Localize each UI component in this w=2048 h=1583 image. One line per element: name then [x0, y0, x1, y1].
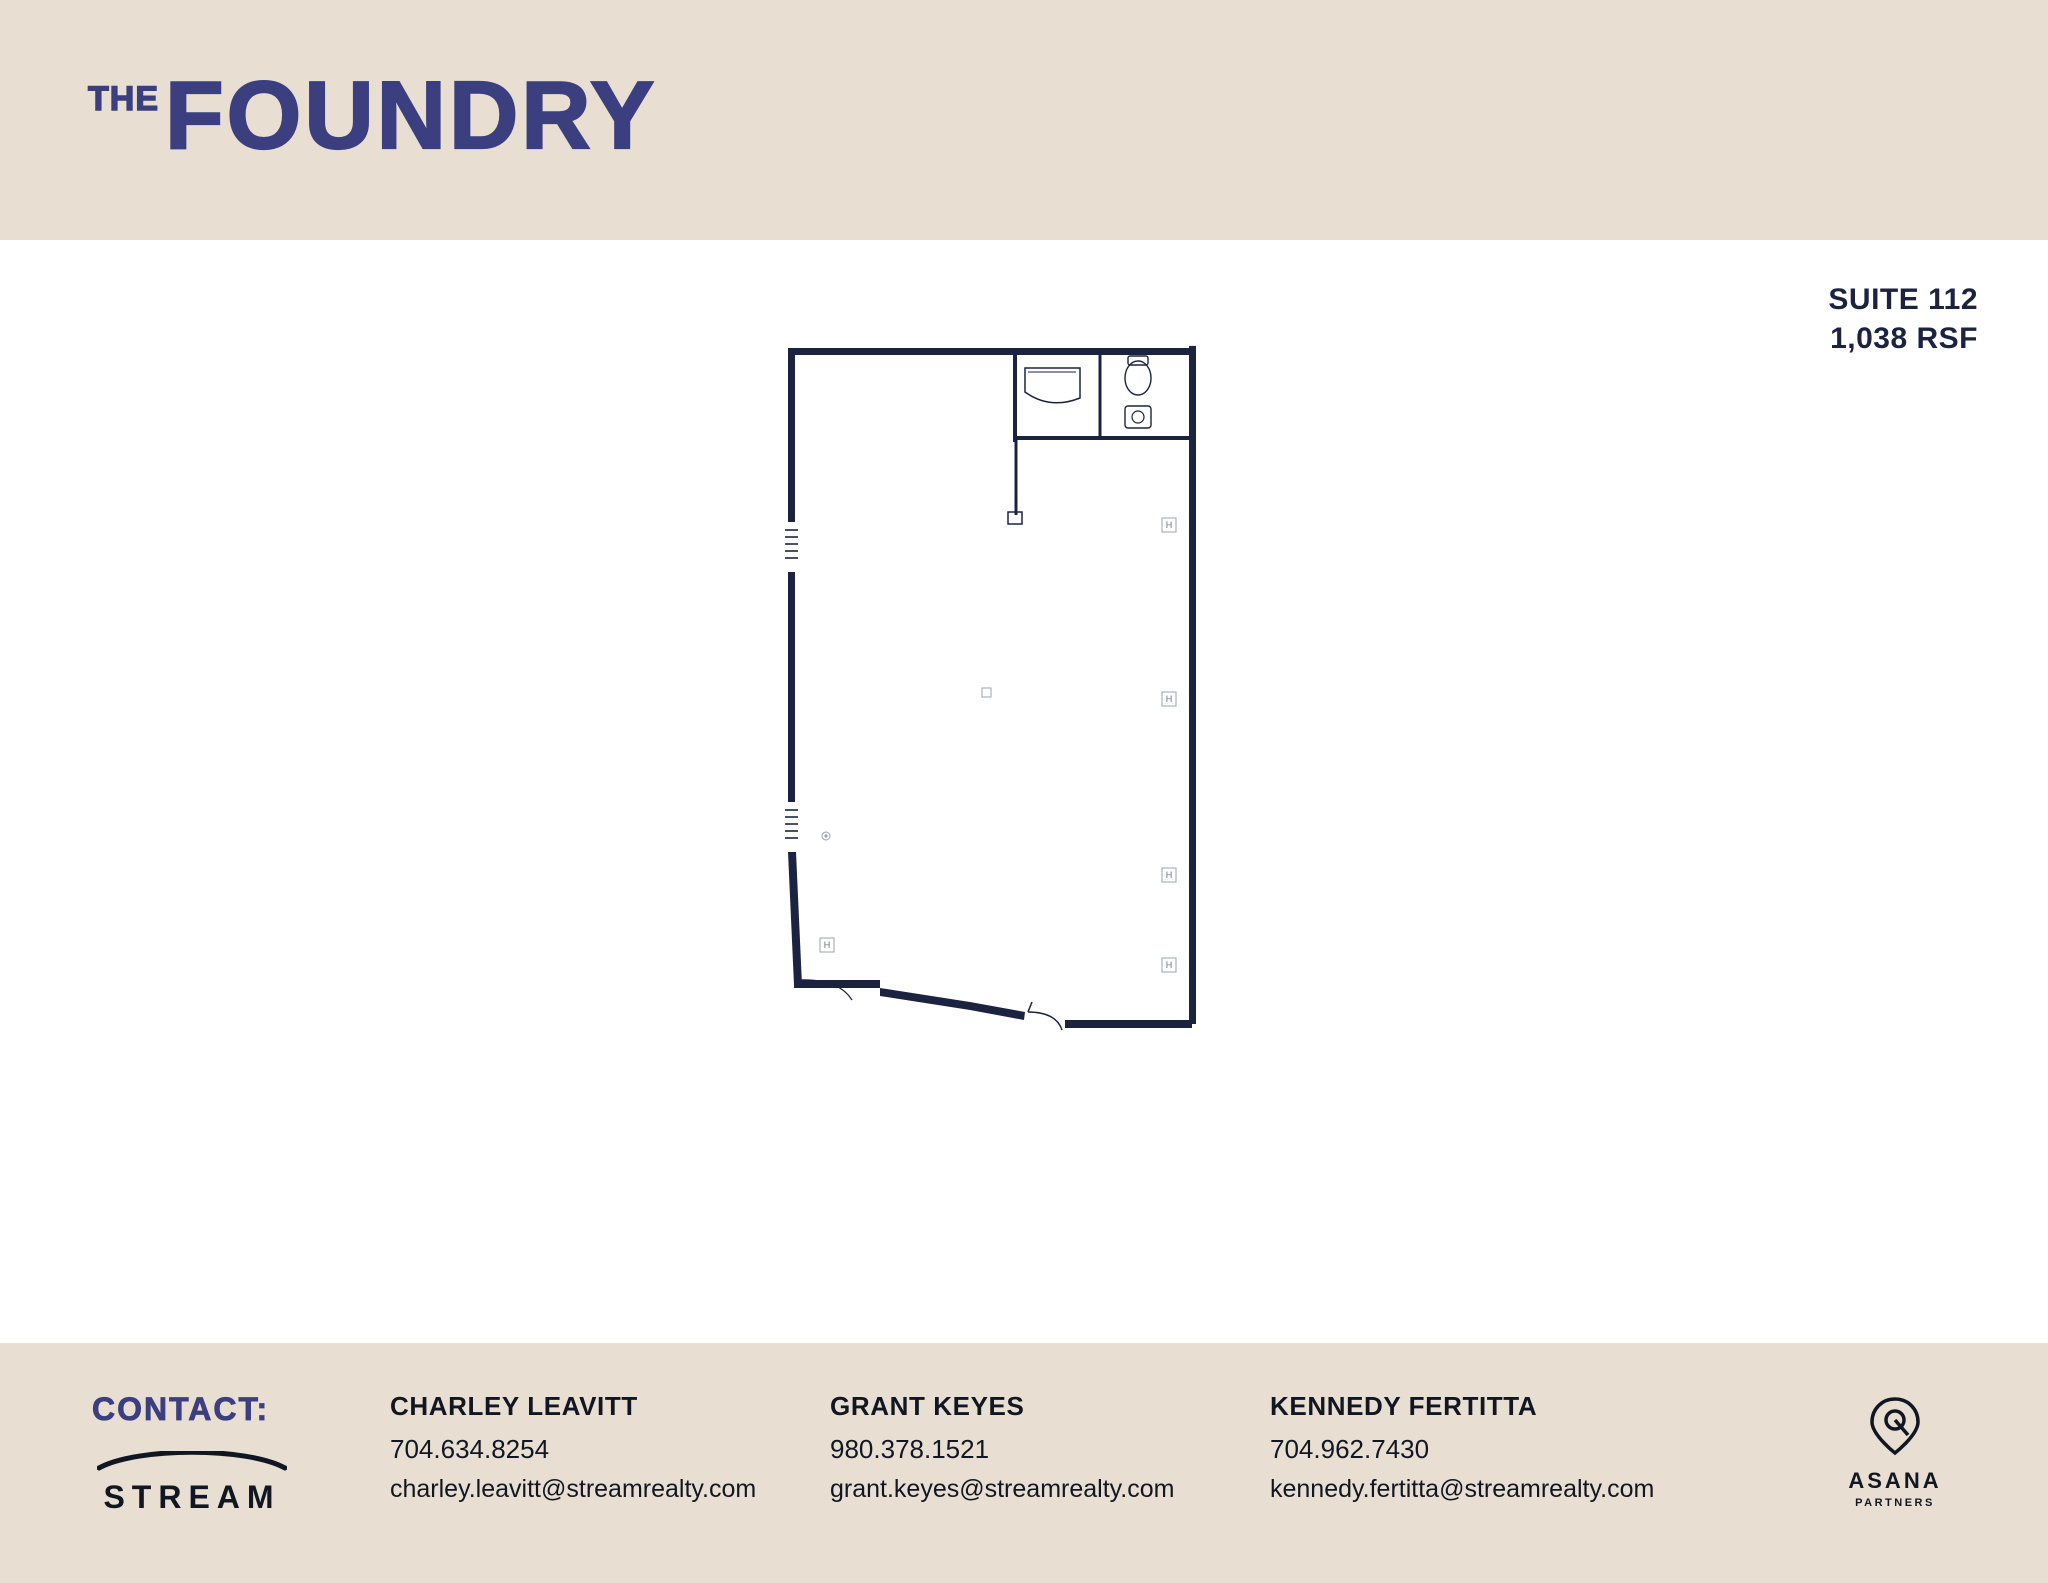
contact-list	[390, 1391, 1710, 1504]
footer-band	[0, 1343, 2048, 1583]
suite-name: SUITE 112	[1828, 283, 1978, 316]
svg-text:H: H	[823, 940, 831, 950]
suite-area: 1,038 RSF	[1830, 322, 1978, 355]
contact-phone[interactable]: 980.378.1521	[830, 1434, 990, 1464]
contact-card	[830, 1391, 1270, 1504]
logo-foundry-text: FOUNDRY	[165, 62, 658, 169]
contact-name: KENNEDY FERTITTA	[1270, 1391, 1538, 1421]
svg-text:H: H	[1165, 870, 1173, 880]
contact-name: GRANT KEYES	[830, 1391, 1025, 1421]
header-band	[0, 0, 2048, 240]
stream-wordmark: STREAM	[103, 1479, 281, 1515]
foundry-logo	[88, 62, 658, 169]
contact-phone[interactable]: 704.634.8254	[390, 1434, 550, 1464]
location-pin-icon	[1864, 1395, 1926, 1457]
contact-card	[390, 1391, 830, 1504]
svg-text:H: H	[1165, 960, 1173, 970]
svg-text:H: H	[1165, 520, 1173, 530]
contact-card	[1270, 1391, 1710, 1504]
asana-partners-logo	[1820, 1395, 1970, 1509]
suite-info	[1828, 280, 1978, 358]
contact-name: CHARLEY LEAVITT	[390, 1391, 638, 1421]
asana-subtitle: PARTNERS	[1855, 1497, 1935, 1509]
contact-email[interactable]: grant.keyes@streamrealty.com	[830, 1475, 1175, 1503]
stream-logo	[92, 1451, 292, 1515]
floor-plan	[780, 340, 1260, 1060]
contact-phone[interactable]: 704.962.7430	[1270, 1434, 1430, 1464]
asana-wordmark: ASANA	[1848, 1468, 1942, 1493]
stream-swoosh-icon	[97, 1451, 287, 1473]
contact-email[interactable]: kennedy.fertitta@streamrealty.com	[1270, 1475, 1655, 1503]
logo-the-text: THE	[88, 80, 159, 119]
contact-heading: CONTACT:	[92, 1391, 270, 1427]
contact-email[interactable]: charley.leavitt@streamrealty.com	[390, 1475, 757, 1503]
svg-text:H: H	[1165, 694, 1173, 704]
